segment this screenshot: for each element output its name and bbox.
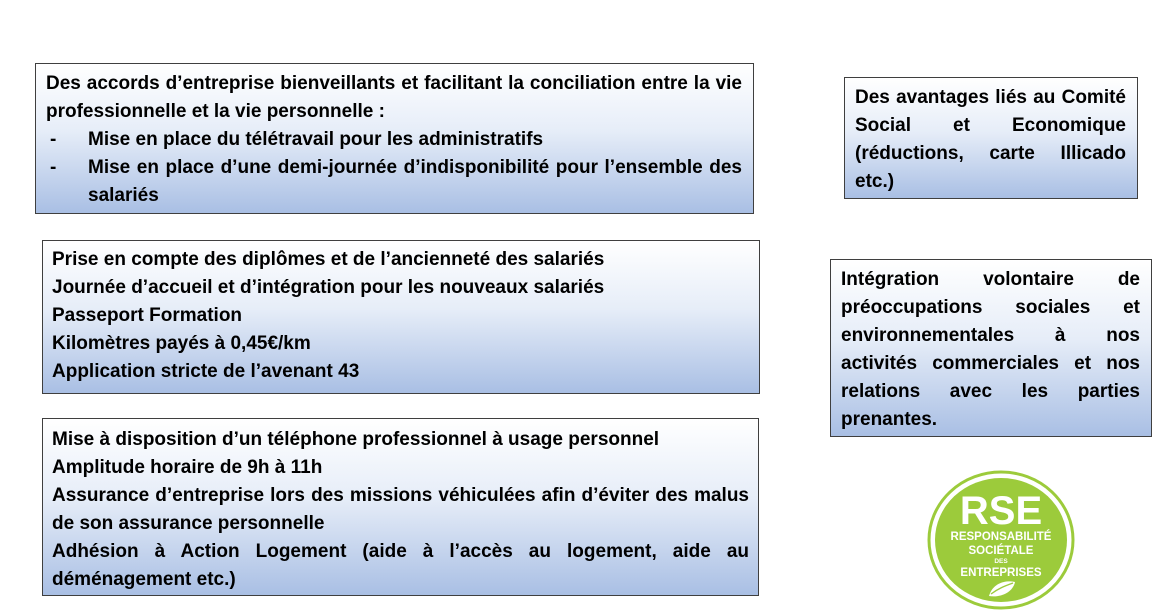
telephone-box (42, 418, 759, 596)
rse-line-2: SOCIÉTALE (968, 545, 1034, 557)
accords-item-indisponibilite (46, 154, 742, 210)
rse-line-1: RESPONSABILITÉ (950, 531, 1052, 543)
cse-box (844, 77, 1138, 199)
rse-line-3: DES (994, 558, 1008, 565)
diplomes-line: Kilomètres payés à 0,45€/km (52, 333, 311, 354)
accords-box (35, 63, 754, 214)
accords-intro: Des accords d’entreprise bienveillants et facilitant la conciliation entre la vie professionnelle et la vie personnelle : (46, 73, 742, 122)
bullet-dash: - (50, 129, 57, 150)
accords-item-text: Mise en place du télétravail pour les administratifs (88, 129, 544, 150)
rse-line-4: ENTREPRISES (960, 567, 1042, 579)
rse-title: RSE (959, 489, 1043, 533)
cse-text: Des avantages liés au Comité Social et Economique (réductions, carte Illicado etc.) (855, 87, 1126, 192)
rse-logo (927, 470, 1075, 610)
telephone-line: Assurance d’entreprise lors des missions véhiculées afin d’éviter des malus de son assurance personnelle (52, 485, 749, 534)
bullet-dash: - (50, 157, 57, 178)
accords-item-teletravail (46, 126, 742, 154)
telephone-line: Amplitude horaire de 9h à 11h (52, 457, 323, 478)
diplomes-box (42, 240, 760, 394)
accords-list (46, 126, 742, 210)
integration-box (830, 259, 1152, 437)
telephone-line: Adhésion à Action Logement (aide à l’accès au logement, aide au déménagement etc.) (52, 541, 749, 590)
diplomes-line: Prise en compte des diplômes et de l’ancienneté des salariés (52, 249, 605, 270)
diplomes-line: Passeport Formation (52, 305, 243, 326)
accords-item-text: Mise en place d’une demi-journée d’indisponibilité pour l’ensemble des salariés (88, 157, 742, 206)
integration-text: Intégration volontaire de préoccupations sociales et environnementales à nos activités commerciales et nos relations avec les parties prenantes. (841, 269, 1140, 430)
telephone-line: Mise à disposition d’un téléphone professionnel à usage personnel (52, 429, 660, 450)
diplomes-line: Journée d’accueil et d’intégration pour les nouveaux salariés (52, 277, 605, 298)
rse-logo-graphic (927, 470, 1075, 610)
diplomes-line: Application stricte de l’avenant 43 (52, 361, 360, 382)
